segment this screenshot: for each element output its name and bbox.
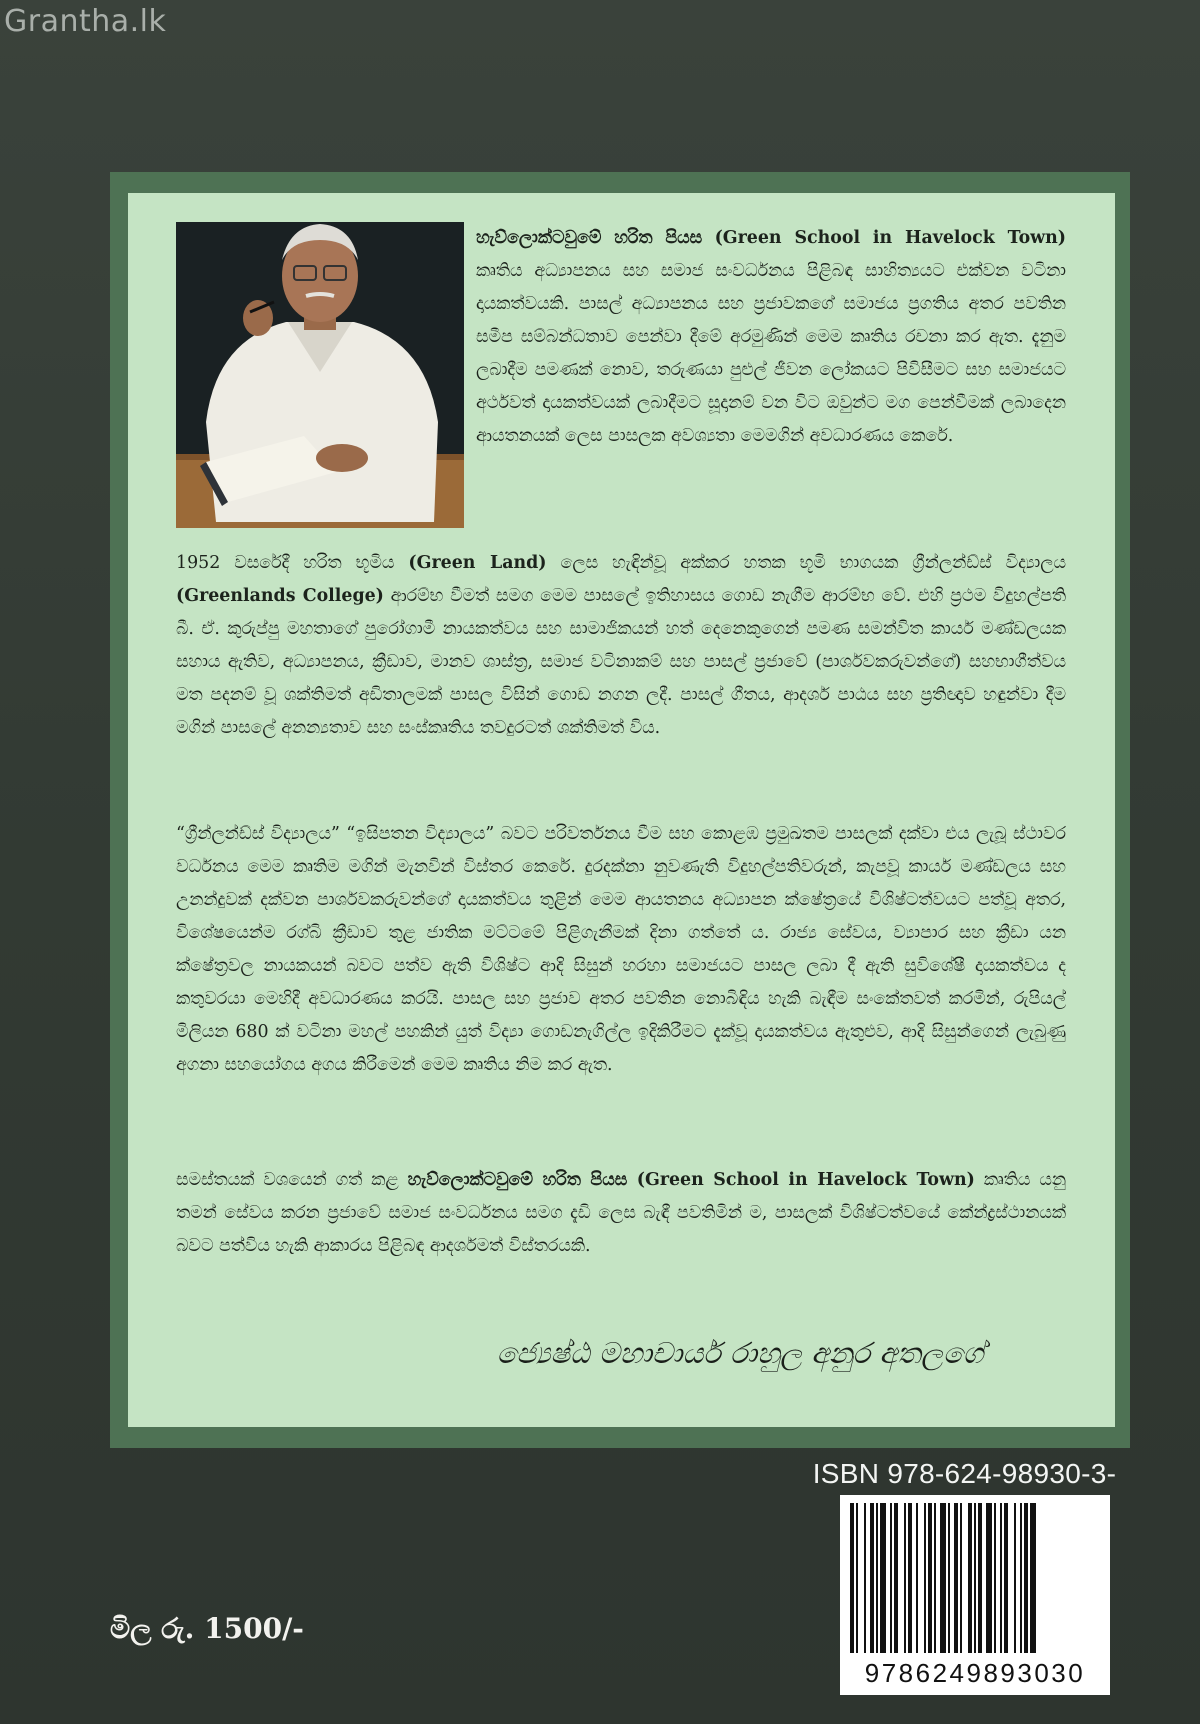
history-text-3: ආරම්භ වීමත් සමග මෙම පාසලේ ඉතිහාසය ගොඩ නැගීම ආරම්භ වේ. එහි ප්‍රථම විදුහල්පති බී. ඒ. කුරුප්පු මහතාගේ පුරෝගාමී නායකත්වය සහ සාමාජිකයන් හත් දෙනෙකුගෙන් පමණ සමන්විත කාර්ය මණ්ඩලයක සහාය ඇතිව, අධ්‍යාපනය, ක්‍රීඩාව, මානව ශාස්ත්‍ර, සමාජ වටිනාකම් සහ පාසල් ප්‍රජාවේ (පාර්ශවකරුවන්ගේ) සහභාගීත්වය මත පදනම් වූ ශක්තිමත් අඩිතාලමක් පාසල විසින් ගොඩ නගන ලදී. පාසල් ගීතය, ආදර්ශ පාඨය සහ ප්‍රතිඥාව හඳුන්වා දීම මගින් පාසලේ අනන්‍යතාව සහ සංස්කෘතිය තවදුරටත් ශක්තිමත් විය.: [176, 586, 1066, 738]
barcode-bar: [1024, 1503, 1028, 1653]
barcode-bar: [904, 1503, 906, 1653]
barcode-bar: [928, 1503, 932, 1653]
isbn-label: ISBN 978-624-98930-3-: [812, 1458, 1117, 1489]
barcode-bar: [994, 1503, 996, 1653]
barcode-bar: [880, 1503, 886, 1653]
green-land-term: (Green Land): [408, 553, 547, 573]
barcode-bar: [1020, 1503, 1022, 1653]
book-title-term: හැව්ලොක්ටවුමේ හරිත පියස (Green School in Havelock Town): [407, 1170, 975, 1190]
barcode-bar: [968, 1503, 972, 1653]
growth-paragraph: [176, 818, 1066, 1082]
barcode-bar: [864, 1503, 866, 1653]
watermark: Grantha.lk: [4, 4, 167, 39]
history-text-2: ලෙස හැඳින්වූ අක්කර හතක භූමි භාගයක ග්‍රීන්ලන්ඩ්ස් විද්‍යාලය: [560, 553, 1066, 573]
barcode-bar: [924, 1503, 926, 1653]
barcode-bar: [890, 1503, 892, 1653]
barcode-bar: [1000, 1503, 1002, 1653]
greenlands-college-term: (Greenlands College): [176, 586, 384, 606]
author-signature: ජ්‍යෙෂ්ඨ මහාචාර්ය රාහුල අනුර අතලගේ: [496, 1336, 984, 1370]
barcode-bar: [916, 1503, 918, 1653]
barcode-bars: [840, 1495, 1110, 1655]
history-text-1: 1952 වසරේදී හරිත භූමිය: [176, 553, 395, 573]
intro-body: කෘතිය අධ්‍යාපනය සහ සමාජ සංවර්ධනය පිළිබඳ සාහිත්‍යයට එක්වන වටිනා දායකත්වයකි. පාසල් අධ්‍යාපනය සහ ප්‍රජාවකගේ සමාජය ප්‍රගතිය අතර පවතින සමීප සම්බන්ධතාව පෙන්වා දීමේ අරමුණින් මෙම කෘතිය රචනා කර ඇත. දැනුම ලබාදීම පමණක් නොව, තරුණයා පුළුල් ජීවන ලෝකයට පිවිසීමට සහ සමාජයට අර්ථවත් දායකත්වයක් ලබාදීමට සූදානම් වන විට ඔවුන්ට මග පෙන්වීමක් ලබාදෙන ආයතනයක් ලෙස පාසලක අවශ්‍යතා මෙමගින් අවධාරණය කෙරේ.: [476, 261, 1066, 446]
barcode-bar: [960, 1503, 962, 1653]
barcode-bar: [1014, 1503, 1016, 1653]
barcode-bar: [934, 1503, 936, 1653]
barcode-digits: 9786249893030: [864, 1658, 1086, 1688]
barcode-bar: [908, 1503, 912, 1653]
barcode-bar: [978, 1503, 982, 1653]
price-label: මිල රු. 1500/-: [110, 1612, 304, 1645]
barcode-bar: [870, 1503, 874, 1653]
intro-paragraph: [476, 222, 1066, 453]
author-photo: [176, 222, 464, 528]
conclusion-text-2: කෘතිය යනු තමන් සේවය කරන ප්‍රජාවේ සමාජ සංවර්ධනය සමග දැඩි ලෙස බැඳී පවතිමින් ම, පාසලක් විශිෂ්ටත්වයේ කේන්ද්‍රස්ථානයක් බවට පත්විය හැකි ආකාරය පිළිබඳ ආදර්ශමත් විස්තරයකි.: [176, 1170, 1066, 1256]
history-paragraph: [176, 547, 1066, 745]
barcode-bar: [948, 1503, 950, 1653]
barcode-bar: [940, 1503, 946, 1653]
barcode-bar: [986, 1503, 992, 1653]
barcode-bar: [974, 1503, 976, 1653]
barcode-bar: [1030, 1503, 1036, 1653]
conclusion-paragraph: [176, 1164, 1066, 1263]
intro-title-english: (Green School in Havelock Town): [714, 228, 1067, 248]
barcode-bar: [1004, 1503, 1008, 1653]
barcode-bar: [954, 1503, 958, 1653]
growth-text: “ග්‍රීන්ලන්ඩ්ස් විද්‍යාලය” “ඉසිපතන විද්‍යාලය” බවට පරිවර්තනය වීම සහ කොළඹ ප්‍රමුඛතම පාසලක් දක්වා එය ලැබූ ස්ථාවර වර්ධනය මෙම කෘතිම මගින් මැනවින් විස්තර කෙරේ. දුරදක්නා නුවණැති විදුහල්පතිවරුන්, කැපවූ කාර්ය මණ්ඩලය සහ උනන්දුවක් දක්වන පාර්ශවකරුවන්ගේ දායකත්වය තුළින් මෙම ආයතනය අධ්‍යාපන ක්ෂේත්‍රයේ විශිෂ්ටත්වයට පත්වූ අතර, විශේෂයෙන්ම රග්බි ක්‍රීඩාව තුළ ජාතික මට්ටමේ පිළිගැනීමක් දිනා ගත්තේ ය. රාජ්‍ය සේවය, ව්‍යාපාර සහ ක්‍රීඩා යන ක්ෂේත්‍රවල නායකයන් බවට පත්ව ඇති විශිෂ්ට ආදි සිසුන් හරහා සමාජයට පාසල ලබා දී ඇති සුවිශේෂී දායකත්වය ද කතුවරයා මෙහිදී අවධාරණය කරයි. පාසල සහ ප්‍රජාව අතර පවතින නොබිඳිය හැකි බැඳීම සංකේතවත් කරමින්, රුපියල් මිලියන 680 ක් වටිනා මහල් පහකින් යුත් විද්‍යා ගොඩනැගිල්ල ඉදිකිරීමට දැක්වූ දායකත්වය ඇතුළුව, ආදි සිසුන්ගෙන් ලැබුණු අගනා සහයෝගය අගය කිරීමෙන් මෙම කෘතිය නිම කර ඇත.: [176, 824, 1066, 1075]
intro-title-sinhala: හැව්ලොක්ටවුමේ හරිත පියස: [476, 228, 703, 248]
barcode-bar: [894, 1503, 898, 1653]
barcode-bar: [850, 1503, 854, 1653]
conclusion-text-1: සමස්තයක් වශයෙන් ගත් කළ: [176, 1170, 399, 1190]
barcode-bar: [876, 1503, 878, 1653]
author-photo-illustration: [176, 222, 464, 528]
barcode-bar: [856, 1503, 858, 1653]
